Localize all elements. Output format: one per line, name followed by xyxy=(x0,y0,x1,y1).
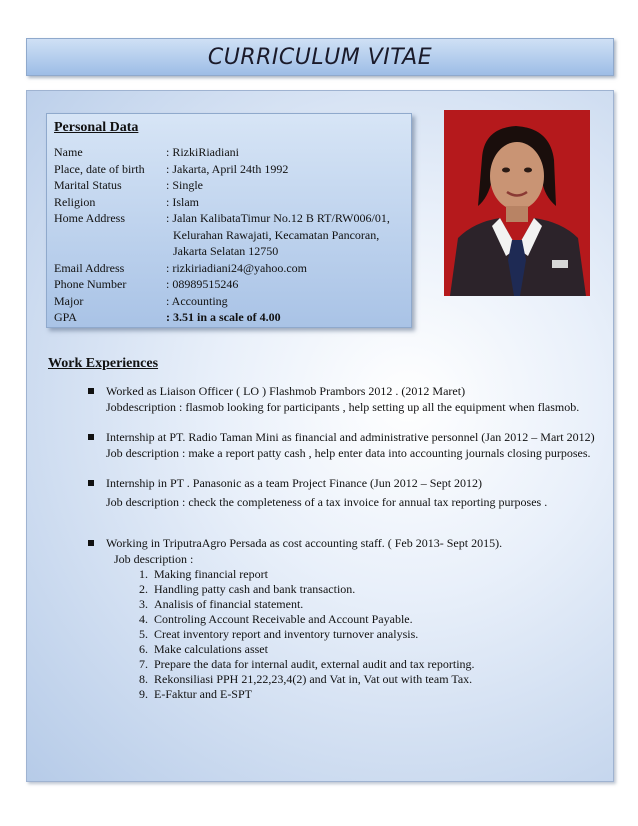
task-text: E-Faktur and E-SPT xyxy=(154,687,252,701)
job-item xyxy=(48,384,598,415)
task-number: 8. xyxy=(139,672,148,686)
task-item xyxy=(128,672,598,687)
job-item xyxy=(48,476,598,510)
row-label: Religion xyxy=(54,194,96,209)
task-item xyxy=(128,597,598,612)
task-number: 9. xyxy=(139,687,148,701)
row-value: : RizkiRiadiani xyxy=(166,145,239,159)
task-item xyxy=(128,687,598,702)
row-value: : Islam xyxy=(166,194,199,209)
job-title: Working in TriputraAgro Persada as cost accounting staff. ( Feb 2013- Sept 2015). xyxy=(106,536,503,550)
row-label xyxy=(54,227,166,244)
title-bar xyxy=(26,38,614,76)
task-number: 2. xyxy=(139,582,148,596)
task-text: Make calculations asset xyxy=(154,642,268,656)
task-number: 6. xyxy=(139,642,148,656)
personal-data-box xyxy=(46,113,412,328)
task-number: 3. xyxy=(139,597,148,611)
task-item xyxy=(128,582,598,597)
task-number: 4. xyxy=(139,612,148,626)
row-value: : Accounting xyxy=(166,293,228,308)
job-description: Job description : make a report patty cash , help enter data into accounting journals closing purposes. xyxy=(106,445,591,460)
personal-row-religion xyxy=(54,194,411,211)
personal-row-birth xyxy=(54,161,411,178)
task-item xyxy=(128,567,598,582)
task-text: Creat inventory report and inventory turnover analysis. xyxy=(154,627,419,641)
job-title: Worked as Liaison Officer ( LO ) Flashmob Prambors 2012 . (2012 Maret) xyxy=(106,384,466,398)
row-value: : 3.51 in a scale of 4.00 xyxy=(166,310,281,324)
task-number: 1. xyxy=(139,567,148,581)
row-value: : Jalan KalibataTimur No.12 B RT/RW006/01, xyxy=(166,211,390,225)
work-experiences-section xyxy=(48,356,598,702)
row-label: GPA xyxy=(54,310,77,324)
row-value: : rizkiriadiani24@yahoo.com xyxy=(166,260,308,275)
task-item xyxy=(128,642,598,657)
page-title: CURRICULUM VITAE xyxy=(207,44,433,70)
job-description: Job description : check the completeness of a tax invoice for annual tax reporting purposes . xyxy=(106,494,548,509)
task-list xyxy=(128,567,598,702)
task-text: Handling patty cash and bank transaction. xyxy=(154,582,356,596)
row-value: Jakarta Selatan 12750 xyxy=(173,244,279,258)
personal-data-heading: Personal Data xyxy=(54,120,139,135)
row-label xyxy=(54,243,166,260)
personal-row-major xyxy=(54,293,411,310)
task-text: Making financial report xyxy=(154,567,268,581)
job-item xyxy=(48,536,598,702)
row-label: Email Address xyxy=(54,260,125,275)
row-label: Marital Status xyxy=(54,178,122,192)
bullet-icon xyxy=(88,540,94,546)
row-value: : Jakarta, April 24th 1992 xyxy=(166,161,289,176)
personal-row-address xyxy=(54,210,411,227)
row-value: : Single xyxy=(166,178,204,192)
bullet-icon xyxy=(88,480,94,486)
task-text: Controling Account Receivable and Account Payable. xyxy=(154,612,413,626)
row-value: Kelurahan Rawajati, Kecamatan Pancoran, xyxy=(173,227,380,242)
profile-photo xyxy=(444,110,590,296)
row-label: Major xyxy=(54,293,84,308)
personal-row-address-2 xyxy=(54,227,411,244)
bullet-icon xyxy=(88,388,94,394)
task-text: Analisis of financial statement. xyxy=(154,597,304,611)
row-label: Place, date of birth xyxy=(54,161,145,176)
task-item xyxy=(128,612,598,627)
row-label: Home Address xyxy=(54,211,125,225)
task-item xyxy=(128,657,598,672)
personal-row-email xyxy=(54,260,411,277)
task-text: Prepare the data for internal audit, external audit and tax reporting. xyxy=(154,657,475,671)
task-number: 7. xyxy=(139,657,148,671)
task-item xyxy=(128,627,598,642)
row-label: Name xyxy=(54,145,83,159)
personal-row-phone xyxy=(54,276,411,293)
row-label: Phone Number xyxy=(54,277,127,291)
job-title: Internship at PT. Radio Taman Mini as financial and administrative personnel (Jan 2012 – Mart 2012) xyxy=(106,430,595,444)
task-text: Rekonsiliasi PPH 21,22,23,4(2) and Vat in, Vat out with team Tax. xyxy=(154,672,473,686)
personal-row-marital xyxy=(54,177,411,194)
job-title: Internship in PT . Panasonic as a team Project Finance (Jun 2012 – Sept 2012) xyxy=(106,476,483,490)
work-experiences-heading: Work Experiences xyxy=(48,356,159,371)
row-value: : 08989515246 xyxy=(166,277,239,291)
job-item xyxy=(48,430,598,461)
job-description: Job description : xyxy=(114,551,194,566)
personal-row-address-3 xyxy=(54,243,411,260)
task-number: 5. xyxy=(139,627,148,641)
personal-row-name xyxy=(54,144,411,161)
job-description: Jobdescription : flasmob looking for participants , help setting up all the equipment when flasmob. xyxy=(106,399,580,414)
personal-row-gpa xyxy=(54,309,411,326)
bullet-icon xyxy=(88,434,94,440)
